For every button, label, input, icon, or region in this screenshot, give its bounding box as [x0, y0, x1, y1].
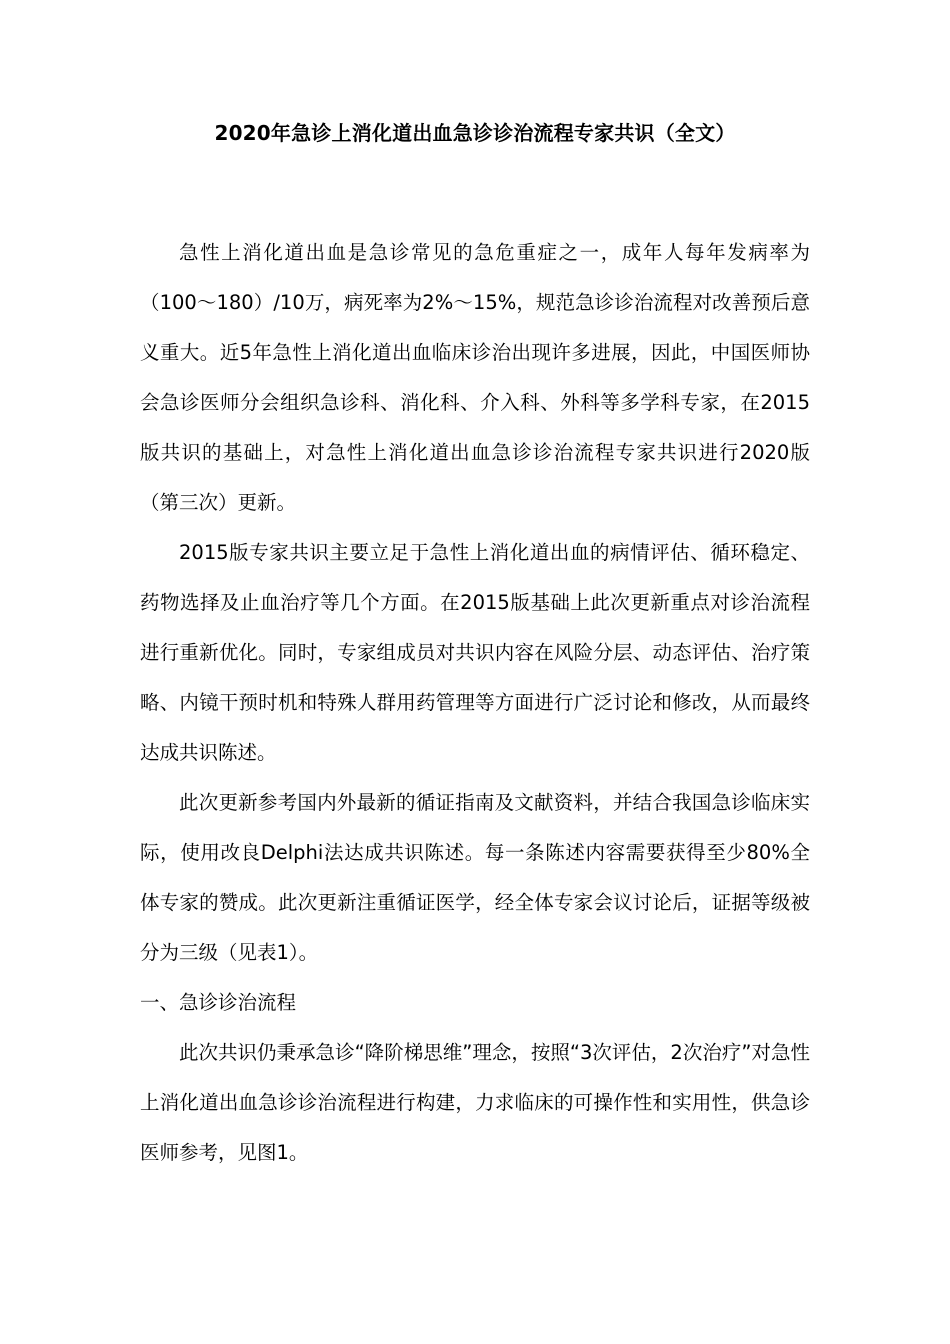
paragraph-2015-consensus: 2015版专家共识主要立足于急性上消化道出血的病情评估、循环稳定、药物选择及止血治疗等几个方面。在2015版基础上此次更新重点对诊治流程进行重新优化。同时，专家组成员对共识内容在风险分层、动态评估、治疗策略、内镜干预时机和特殊人群用药管理等方面进行广泛讨论和修改，从而最终达成共识陈述。 [140, 541, 810, 764]
document-body [140, 228, 810, 1178]
paragraph-workflow: 此次共识仍秉承急诊“降阶梯思维”理念，按照“3次评估，2次治疗”对急性上消化道出血急诊诊治流程进行构建，力求临床的可操作性和实用性，供急诊医师参考，见图1。 [140, 1041, 810, 1164]
document-title: 2020年急诊上消化道出血急诊诊治流程专家共识（全文） [214, 121, 736, 145]
paragraph-update-method: 此次更新参考国内外最新的循证指南及文献资料，并结合我国急诊临床实际，使用改良Delphi法达成共识陈述。每一条陈述内容需要获得至少80%全体专家的赞成。此次更新注重循证医学，经全体专家会议讨论后，证据等级被分为三级（见表1）。 [140, 791, 810, 964]
paragraph-intro: 急性上消化道出血是急诊常见的急危重症之一，成年人每年发病率为（100～180）/10万，病死率为2%～15%，规范急诊诊治流程对改善预后意义重大。近5年急性上消化道出血临床诊治出现许多进展，因此，中国医师协会急诊医师分会组织急诊科、消化科、介入科、外科等多学科专家，在2015版共识的基础上，对急性上消化道出血急诊诊治流程专家共识进行2020版（第三次）更新。 [140, 241, 810, 514]
section-heading: 一、急诊诊治流程 [140, 991, 297, 1014]
